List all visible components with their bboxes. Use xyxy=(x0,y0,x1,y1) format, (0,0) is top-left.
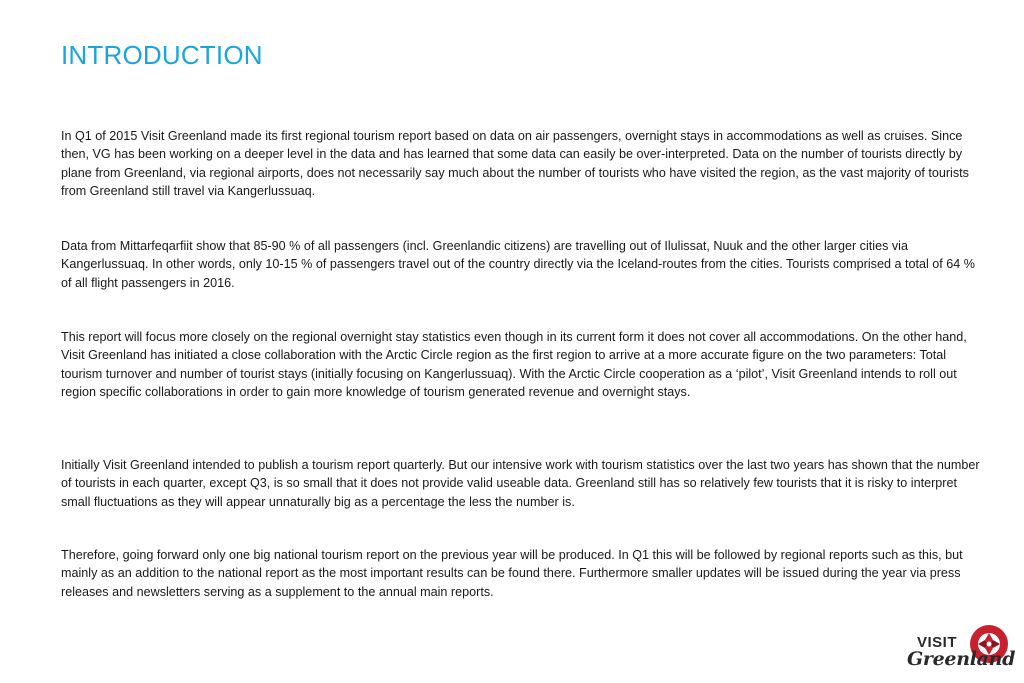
page-title: INTRODUCTION xyxy=(61,40,263,70)
visit-greenland-logo xyxy=(905,620,1015,680)
logo-word-greenland: Greenland xyxy=(907,648,1016,670)
paragraph-report-focus: This report will focus more closely on the regional overnight stay statistics even though in its current form it does not cover all accommodations. On the other hand, Visit Greenland has initiated a close collaboration with the Arctic Circle region as the first region to arrive at a more accurate figure on the two parameters: Total tourism turnover and number of tourist stays (initially focusing on Kangerlussuaq). With the Arctic Circle cooperation as a ‘pilot’, Visit Greenland intends to roll out region specific collaborations in order to gain more knowledge of tourism generated revenue and overnight stays. xyxy=(61,330,967,400)
logo-word-visit: VISIT xyxy=(917,634,958,651)
paragraph-passenger-data: Data from Mittarfeqarfiit show that 85-90 % of all passengers (incl. Greenlandic citizens) are travelling out of Ilulissat, Nuuk and the other larger cities via Kangerlussuaq. In other words, only 10-15 % of passengers travel out of the country directly via the Iceland-routes from the cities. Tourists comprised a total of 64 % of all flight passengers in 2016. xyxy=(61,239,975,290)
paragraph-quarterly-reporting: Initially Visit Greenland intended to publish a tourism report quarterly. But our intensive work with tourism statistics over the last two years has shown that the number of tourists in each quarter, except Q3, is so small that it does not provide valid useable data. Greenland still has so relatively few tourists that it is risky to interpret small fluctuations as they will appear unnaturally big as a percentage the less the number is. xyxy=(61,458,980,509)
paragraph-regional-report-history: In Q1 of 2015 Visit Greenland made its first regional tourism report based on data on air passengers, overnight stays in accommodations as well as cruises. Since then, VG has been working on a deeper level in the data and has learned that some data can easily be over-interpreted. Data on the number of tourists directly by plane from Greenland, via regional airports, does not necessarily say much about the number of tourists who have visited the region, as the vast majority of tourists from Greenland still travel via Kangerlussuaq. xyxy=(61,129,969,199)
paragraph-going-forward: Therefore, going forward only one big national tourism report on the previous year will be produced. In Q1 this will be followed by regional reports such as this, but mainly as an addition to the national report as the most important results can be found there. Furthermore smaller updates will be issued during the year via press releases and newsletters serving as a supplement to the annual main reports. xyxy=(61,548,963,599)
